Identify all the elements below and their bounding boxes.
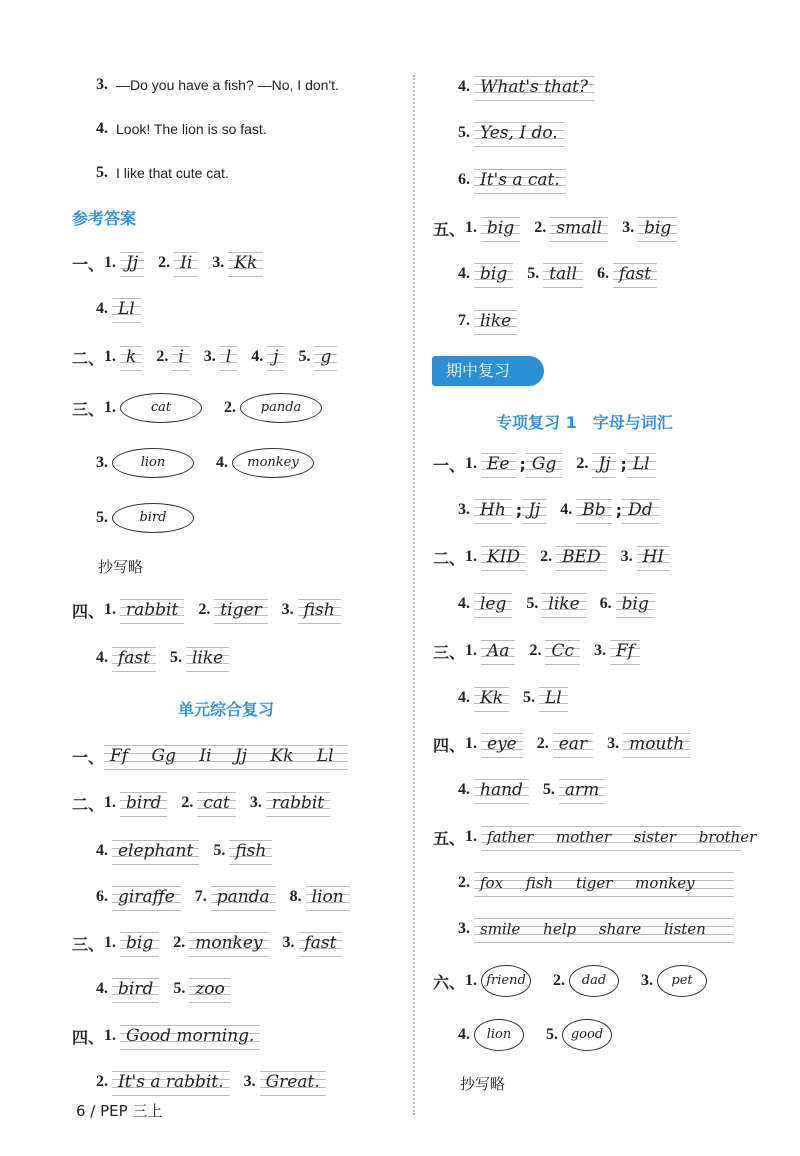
oval-answer: friend <box>481 965 531 997</box>
answer-text: Jj <box>522 495 546 525</box>
item-number: 3. <box>607 735 620 752</box>
answer-text: small <box>550 213 608 243</box>
question-label: 三、 <box>72 399 105 419</box>
answer-text: big <box>481 213 520 243</box>
answer-text: Ll <box>112 294 141 324</box>
answer-text: It's a cat. <box>474 165 566 195</box>
answer-text: HI <box>637 542 671 572</box>
item-number: 3. <box>249 794 262 811</box>
text: —Do you have a fish? —No, I don't. <box>116 77 339 93</box>
question-label: ; <box>519 454 526 474</box>
s3-row-b <box>458 683 582 713</box>
oval-answer: good <box>562 1019 612 1051</box>
s4-row-a <box>433 729 704 759</box>
item-number: 3. <box>458 501 470 518</box>
item-number: 5. <box>546 1026 558 1043</box>
u3-row-b <box>96 974 245 1004</box>
page-footer: 6 / PEP 三上 <box>76 1102 163 1120</box>
q2-row <box>72 342 351 372</box>
copy-note: 抄写略 <box>98 558 144 576</box>
answer-text: tall <box>543 259 583 289</box>
item-number: 1. <box>104 934 117 951</box>
oval-answer: bird <box>112 503 194 533</box>
answer-text: mouth <box>623 729 690 759</box>
question-label: 一、 <box>433 455 466 475</box>
s1-row-b <box>458 495 673 525</box>
item-number: 1. <box>465 972 478 989</box>
q3-row-c <box>96 503 216 533</box>
item-number: 5. <box>173 980 186 997</box>
item-number: 3. <box>620 548 633 565</box>
question-label: ; <box>615 500 623 520</box>
s6-row-b <box>458 1020 634 1050</box>
q1-row-a <box>72 248 277 278</box>
answer-text: smile help share listen <box>474 914 734 944</box>
answer-text: Ee <box>481 449 515 479</box>
item-number: 1. <box>104 1027 117 1044</box>
u2-row-b <box>96 836 286 866</box>
answer-text: big <box>120 928 159 958</box>
answer-text: panda <box>211 882 276 912</box>
question-label: 一、 <box>72 254 105 274</box>
item-number: 4. <box>458 689 470 706</box>
item-number: 6. <box>597 265 610 282</box>
answer-text: rabbit <box>266 788 330 818</box>
unit-review-heading: 单元综合复习 <box>178 700 275 719</box>
answer-text: bird <box>112 974 159 1004</box>
item-number: 5. <box>526 595 539 612</box>
answer-text: Jj <box>592 449 616 479</box>
answer-text: Great. <box>260 1067 326 1097</box>
answer-text: i <box>172 342 189 372</box>
s3-row-a <box>433 636 654 666</box>
answer-text: k <box>120 342 142 372</box>
s6-row-a <box>433 966 729 996</box>
question-label: 五、 <box>433 219 466 239</box>
item-number: 1. <box>104 794 117 811</box>
answer-text: cat <box>197 788 236 818</box>
item-number: 2. <box>576 455 589 472</box>
answer-text: Hh <box>474 495 512 525</box>
item-number: 2. <box>181 794 194 811</box>
item-number: 1. <box>465 548 478 565</box>
oval-answer: lion <box>112 448 194 478</box>
answer-text: bird <box>120 788 167 818</box>
oval-answer: cat <box>120 393 202 423</box>
u2-row-c <box>96 882 364 912</box>
item-number: 1. <box>104 399 117 416</box>
item-number: 6. <box>458 171 470 188</box>
answer-text: big <box>616 589 655 619</box>
answer-text: like <box>542 589 585 619</box>
question-label: 三、 <box>433 642 466 662</box>
cont-row-6 <box>458 165 580 195</box>
answer-text: monkey <box>189 928 268 958</box>
answer-text: fast <box>112 643 156 673</box>
item-number: 2. <box>529 642 542 659</box>
item-number: 3. <box>281 601 294 618</box>
answer-text: Ff Gg Ii Jj Kk Ll <box>104 741 348 771</box>
item-number: 2. <box>96 1073 108 1090</box>
item-number: 5. <box>527 265 540 282</box>
item-number: 6. <box>599 595 612 612</box>
item-number: 4. <box>96 300 108 317</box>
item-number: 4. <box>96 649 108 666</box>
answer-text: fox fish tiger monkey <box>474 868 734 898</box>
answer-text: big <box>638 213 677 243</box>
answer-text: fish <box>229 836 272 866</box>
answer-text: big <box>474 259 513 289</box>
question-label: 二、 <box>72 794 105 814</box>
item-number: 3. <box>282 934 295 951</box>
s1-row-a <box>433 449 670 479</box>
s2-row-a <box>433 542 684 572</box>
item-number: 5. <box>458 124 470 141</box>
q5-row-a <box>433 213 691 243</box>
item-number: 1. <box>465 219 478 236</box>
answer-text: j <box>267 342 284 372</box>
u2-row-a <box>72 788 344 818</box>
item-number: 8. <box>289 888 302 905</box>
item-number: 2. <box>156 348 169 365</box>
q4-row-a <box>72 595 355 625</box>
item-number: 3. <box>641 972 654 989</box>
answer-text: g <box>314 342 337 372</box>
item-number: 4. <box>96 842 108 859</box>
item-number: 4. <box>458 1026 470 1043</box>
s2-row-b <box>458 589 669 619</box>
item-number: 2. <box>553 972 566 989</box>
item-number: 5. <box>213 842 226 859</box>
text: Look! The lion is so fast. <box>116 121 267 137</box>
intro-line-4 <box>96 114 267 144</box>
item-number: 3. <box>96 454 108 471</box>
question-label: 一、 <box>72 747 105 767</box>
q5-row-c <box>458 306 531 336</box>
column-divider <box>413 75 415 1115</box>
answer-text: eye <box>481 729 523 759</box>
answer-text: Cc <box>545 636 580 666</box>
item-number: 4. <box>458 78 470 95</box>
item-number: 5. <box>298 348 311 365</box>
question-label: 三、 <box>72 934 105 954</box>
answer-text: Kk <box>474 683 509 713</box>
answer-text: It's a rabbit. <box>112 1067 230 1097</box>
answer-text: Good morning. <box>120 1021 260 1051</box>
item-number: 4. <box>560 501 573 518</box>
item-number: 5. <box>96 164 108 181</box>
item-number: 2. <box>173 934 186 951</box>
item-number: 5. <box>96 509 108 526</box>
item-number: 2. <box>534 219 547 236</box>
item-number: 1. <box>465 455 478 472</box>
answer-text: KID <box>481 542 526 572</box>
item-number: 1. <box>104 348 117 365</box>
question-label: 四、 <box>72 1027 105 1047</box>
item-number: 5. <box>169 649 182 666</box>
s5-row-2 <box>458 868 748 898</box>
item-number: 2. <box>198 601 211 618</box>
answer-text: tiger <box>214 595 267 625</box>
item-number: 2. <box>458 874 470 891</box>
item-number: 1. <box>465 735 478 752</box>
answer-text: Jj <box>120 248 144 278</box>
text: I like that cute cat. <box>116 165 229 181</box>
item-number: 3. <box>622 219 635 236</box>
item-number: 4. <box>251 348 264 365</box>
item-number: 6. <box>96 888 108 905</box>
question-label: ; <box>515 500 523 520</box>
question-label: 四、 <box>72 601 105 621</box>
answer-text: Bb <box>576 495 611 525</box>
item-number: 7. <box>194 888 207 905</box>
question-label: 六、 <box>433 972 466 992</box>
answer-text: Ll <box>539 683 568 713</box>
answer-text: Gg <box>526 449 562 479</box>
q3-row-b <box>96 448 336 478</box>
cont-row-4 <box>458 72 608 102</box>
s5-row-3 <box>458 914 748 944</box>
item-number: 1. <box>465 642 478 659</box>
item-number: 3. <box>203 348 216 365</box>
item-number: 3. <box>212 254 225 271</box>
cont-row-5 <box>458 118 578 148</box>
s5-row-1 <box>433 822 755 852</box>
oval-answer: monkey <box>232 448 314 478</box>
oval-answer: panda <box>240 393 322 423</box>
special-review-heading: 专项复习 1 字母与词汇 <box>496 413 673 432</box>
question-label: 二、 <box>433 548 466 568</box>
item-number: 7. <box>458 312 470 329</box>
q1-row-b <box>96 294 155 324</box>
q4-row-b <box>96 643 243 673</box>
answer-text: fast <box>299 928 343 958</box>
u1-row <box>72 741 362 771</box>
u3-row-a <box>72 928 356 958</box>
answer-text: like <box>186 643 229 673</box>
answer-text: hand <box>474 775 529 805</box>
item-number: 3. <box>593 642 606 659</box>
answer-text: Dd <box>622 495 659 525</box>
item-number: 5. <box>542 781 555 798</box>
u4-row-a <box>72 1021 274 1051</box>
q5-row-b <box>458 259 671 289</box>
s4-row-b <box>458 775 619 805</box>
answer-text: father mother sister brother <box>481 822 741 852</box>
answer-text: like <box>474 306 517 336</box>
item-number: 1. <box>465 828 478 845</box>
item-number: 1. <box>104 601 117 618</box>
item-number: 2. <box>224 399 237 416</box>
answer-text: l <box>220 342 237 372</box>
item-number: 5. <box>523 689 536 706</box>
item-number: 4. <box>216 454 228 471</box>
item-number: 2. <box>158 254 171 271</box>
answer-text: Ll <box>627 449 656 479</box>
answer-text: Yes, I do. <box>474 118 564 148</box>
q3-row-a <box>72 393 344 423</box>
item-number: 3. <box>458 920 470 937</box>
item-number: 4. <box>458 781 470 798</box>
item-number: 2. <box>540 548 553 565</box>
question-label: 二、 <box>72 348 105 368</box>
item-number: 4. <box>458 265 470 282</box>
midterm-badge: 期中复习 <box>432 356 544 386</box>
answer-heading: 参考答案 <box>72 209 137 228</box>
intro-line-5 <box>96 158 229 188</box>
answer-text: What's that? <box>474 72 594 102</box>
oval-answer: pet <box>657 965 707 997</box>
question-label: 四、 <box>433 735 466 755</box>
item-number: 4. <box>96 980 108 997</box>
answer-text: fast <box>613 259 657 289</box>
oval-answer: lion <box>474 1019 524 1051</box>
item-number: 4. <box>96 120 108 137</box>
answer-text: elephant <box>112 836 199 866</box>
answer-text: Aa <box>481 636 515 666</box>
question-label: 五、 <box>433 828 466 848</box>
answer-text: giraffe <box>112 882 181 912</box>
item-number: 3. <box>96 76 108 93</box>
answer-text: Ff <box>610 636 640 666</box>
item-number: 1. <box>104 254 117 271</box>
u4-row-b <box>96 1067 340 1097</box>
answer-text: arm <box>559 775 605 805</box>
item-number: 2. <box>536 735 549 752</box>
item-number: 3. <box>243 1073 256 1090</box>
answer-text: lion <box>306 882 350 912</box>
answer-text: rabbit <box>120 595 184 625</box>
oval-answer: dad <box>569 965 619 997</box>
answer-text: Kk <box>228 248 263 278</box>
question-label: ; <box>620 454 627 474</box>
answer-text: zoo <box>189 974 230 1004</box>
intro-line-3 <box>96 70 339 100</box>
answer-text: leg <box>474 589 512 619</box>
answer-text: ear <box>553 729 593 759</box>
answer-text: BED <box>556 542 607 572</box>
answer-text: fish <box>298 595 341 625</box>
item-number: 4. <box>458 595 470 612</box>
answer-text: Ii <box>174 248 198 278</box>
copy-note: 抄写略 <box>460 1075 506 1093</box>
